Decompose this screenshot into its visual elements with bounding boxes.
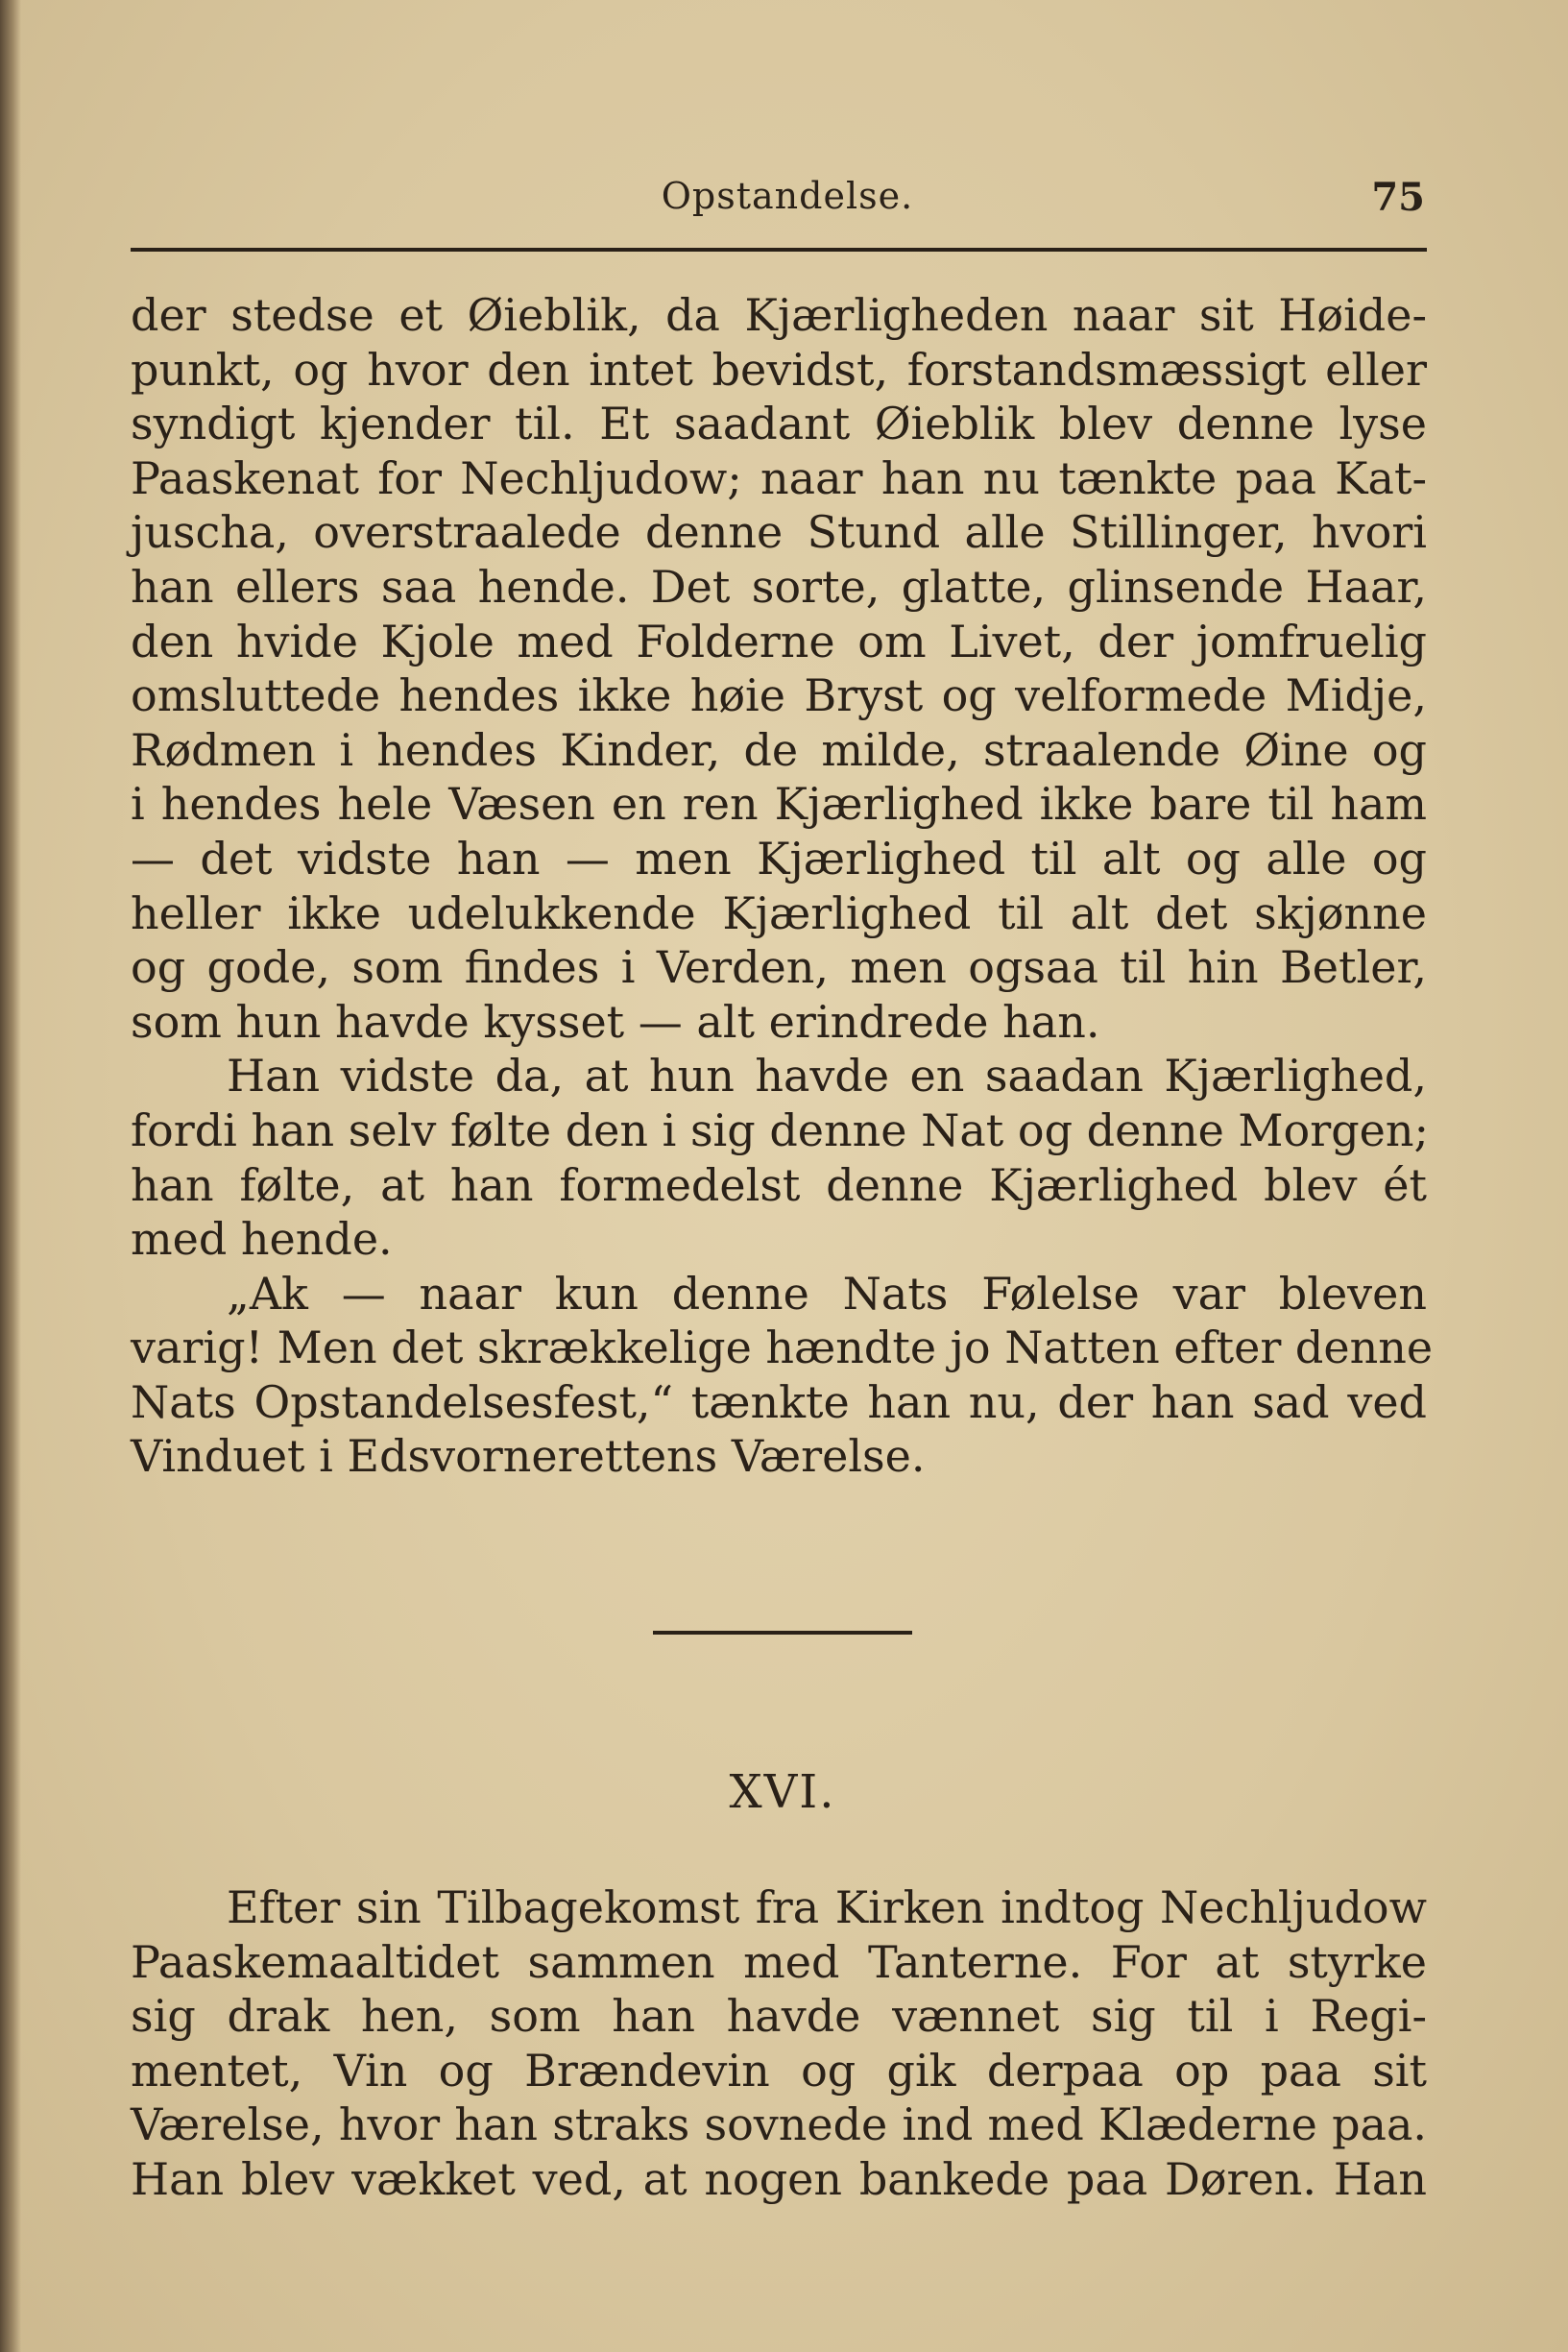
text-line: „Ak — naar kun denne Nats Følelse var bleven [227, 1267, 1427, 1320]
text-line: Rødmen i hendes Kinder, de milde, straalende Øine og [131, 723, 1427, 776]
text-line: syndigt kjender til. Et saadant Øieblik blev denne lyse [131, 398, 1427, 450]
text-line: Vinduet i Edsvornerettens Værelse. [131, 1430, 926, 1483]
text-line: han følte, at han formedelst denne Kjærlighed blev ét [131, 1158, 1427, 1211]
text-line: han ellers saa hende. Det sorte, glatte, glinsende Haar, [131, 560, 1427, 613]
text-line: med hende. [131, 1213, 393, 1266]
chapter-heading: XVI. [729, 1765, 836, 1819]
text-line: omsluttede hendes ikke høie Bryst og velformede Midje, [131, 669, 1427, 722]
text-line: Paaskemaaltidet sammen med Tanterne. For at styrke [131, 1935, 1427, 1988]
text-line: der stedse et Øieblik, da Kjærligheden naar sit Høide- [131, 289, 1427, 341]
text-line: — det vidste han — men Kjærlighed til alt og alle og [131, 832, 1427, 885]
body-text-top [131, 288, 1434, 1484]
section-divider [653, 1631, 912, 1635]
body-text-chapter [131, 1880, 1427, 2207]
text-line: juscha, overstraalede denne Stund alle Stillinger, hvori [131, 506, 1427, 559]
text-line: Han blev vækket ved, at nogen bankede paa Døren. Han [131, 2152, 1427, 2205]
text-line: Værelse, hvor han straks sovnede ind med Klæderne paa. [131, 2098, 1427, 2151]
page-header [134, 175, 1431, 232]
text-line: den hvide Kjole med Folderne om Livet, der jomfruelig [131, 615, 1427, 667]
text-line: i hendes hele Væsen en ren Kjærlighed ikke bare til ham [131, 778, 1427, 831]
text-line: punkt, og hvor den intet bevidst, forstandsmæssigt eller [131, 343, 1427, 396]
page-spine-shadow [0, 0, 21, 2352]
text-line: mentet, Vin og Brændevin og gik derpaa op paa sit [131, 2044, 1427, 2097]
text-line: Nats Opstandelsesfest,“ tænkte han nu, der han sad ved [131, 1375, 1427, 1428]
text-line: heller ikke udelukkende Kjærlighed til alt det skjønne [131, 886, 1427, 939]
text-line: Paaskenat for Nechljudow; naar han nu tænkte paa Kat- [131, 451, 1427, 504]
text-line: varig! Men det skrækkelige hændte jo Natten efter denne [131, 1321, 1434, 1374]
text-line: Efter sin Tilbagekomst fra Kirken indtog Nechljudow [227, 1881, 1427, 1933]
text-line: som hun havde kysset — alt erindrede han. [131, 995, 1100, 1048]
text-line: og gode, som findes i Verden, men ogsaa til hin Betler, [131, 941, 1427, 994]
page-number: 75 [1371, 175, 1425, 220]
text-line: sig drak hen, som han havde vænnet sig til i Regi- [131, 1990, 1427, 2043]
text-line: fordi han selv følte den i sig denne Nat og denne Morgen; [131, 1103, 1429, 1156]
text-line: Han vidste da, at hun havde en saadan Kjærlighed, [227, 1050, 1427, 1103]
running-title: Opstandelse. [661, 175, 914, 217]
header-rule [131, 248, 1427, 252]
